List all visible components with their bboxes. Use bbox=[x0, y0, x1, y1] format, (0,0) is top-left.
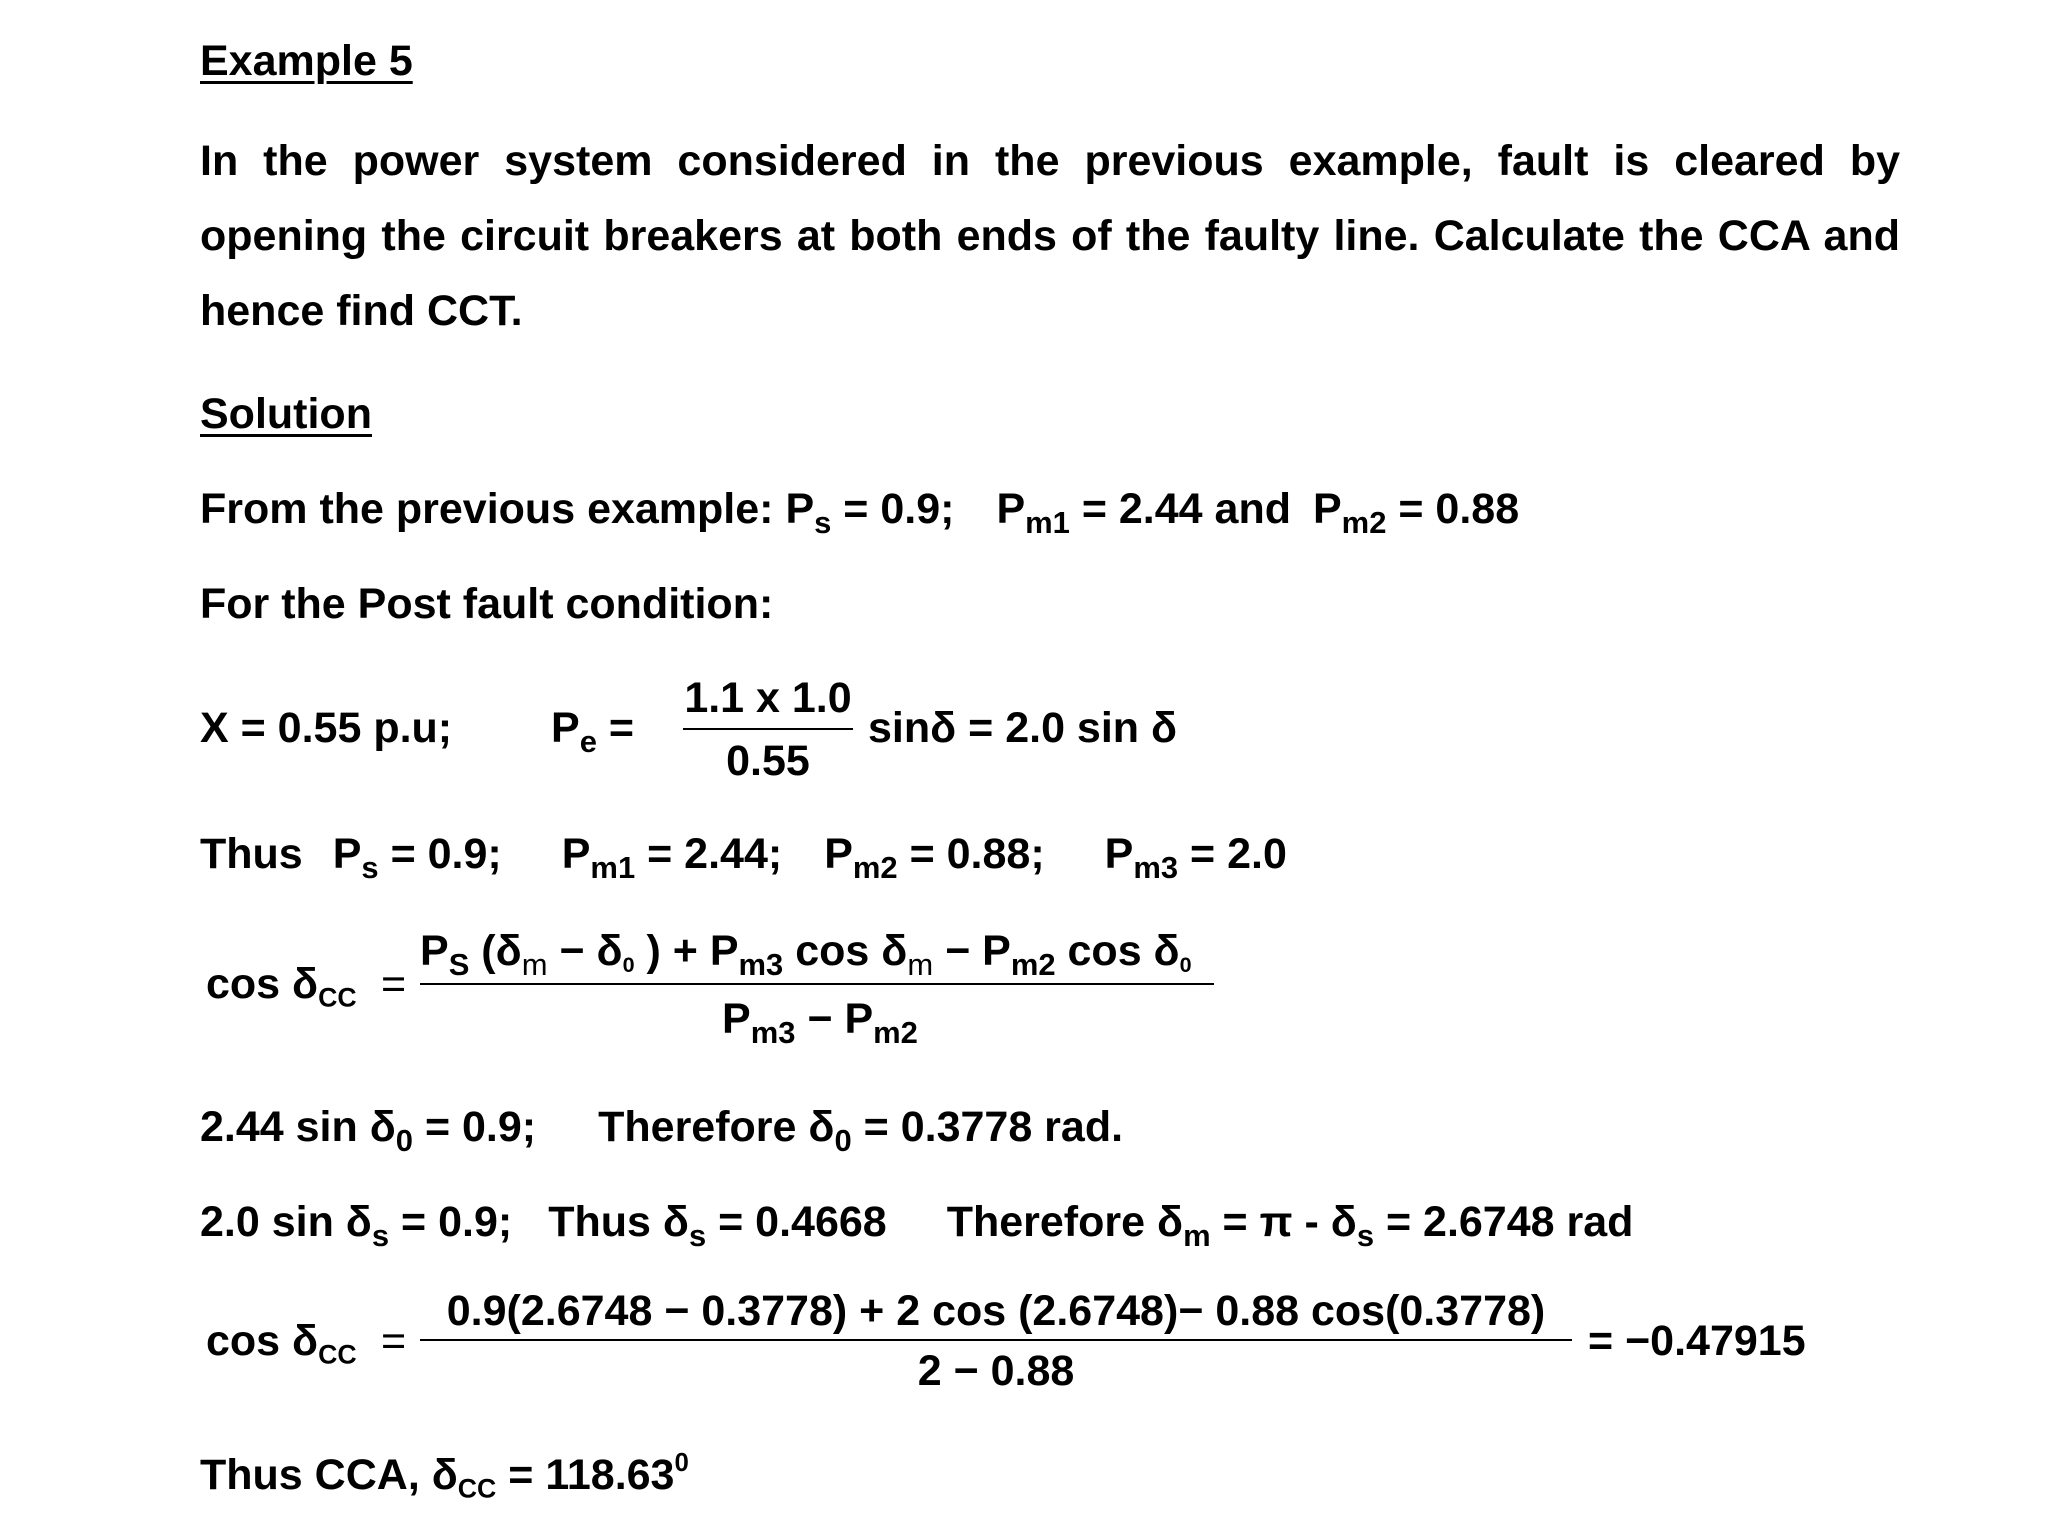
num-minus2: − P bbox=[933, 927, 1011, 975]
formula-denominator bbox=[722, 995, 918, 1050]
deltam-value: = 2.6748 rad bbox=[1374, 1198, 1634, 1246]
den-p1-sub: m3 bbox=[750, 1014, 796, 1050]
pe-numerator: 1.1 x 1.0 bbox=[684, 674, 852, 722]
delta0-therefore-sub: 0 bbox=[834, 1122, 852, 1158]
thus-pm2-value: = 0.88; bbox=[897, 830, 1045, 878]
num-cos2-sub: 0 bbox=[1179, 952, 1192, 977]
formula2-lhs-cos: cos δ bbox=[206, 1317, 319, 1365]
deltas-thus: Thus δ bbox=[548, 1198, 689, 1246]
formula2-denominator: 2 − 0.88 bbox=[917, 1347, 1075, 1395]
num-ps: P bbox=[420, 927, 449, 975]
num-cos2: cos δ bbox=[1055, 927, 1180, 975]
cca-result-subscript: CC bbox=[457, 1473, 497, 1504]
delta0-eq-right: = 0.9; bbox=[413, 1103, 537, 1151]
thus-ps-symbol: P bbox=[332, 830, 362, 878]
ps-subscript: s bbox=[814, 504, 832, 540]
pm1-subscript: m1 bbox=[1025, 504, 1070, 540]
cca-result-line bbox=[200, 1448, 689, 1504]
thus-pm3-subscript: m3 bbox=[1133, 849, 1179, 885]
pm2-symbol: P bbox=[1312, 485, 1342, 533]
formula2-lhs-subscript: CC bbox=[318, 1339, 357, 1370]
formula2-numerator: 0.9(2.6748 − 0.3778) + 2 cos (2.6748)− 0.88 cos(0.3778) bbox=[446, 1287, 1546, 1335]
pe-equals: = bbox=[596, 704, 634, 752]
formula2-result: = −0.47915 bbox=[1588, 1317, 1806, 1365]
formula2-equals: = bbox=[381, 1317, 407, 1365]
formula-lhs-cos: cos δ bbox=[206, 960, 319, 1008]
thus-word: Thus bbox=[200, 830, 303, 878]
thus-pm1-value: = 2.44; bbox=[635, 830, 783, 878]
thus-ps-subscript: s bbox=[361, 849, 379, 885]
deltas-eq-sub: s bbox=[371, 1217, 390, 1253]
cca-result-value: = 118.63 bbox=[496, 1451, 675, 1499]
deltas-eq-right: = 0.9; bbox=[389, 1198, 513, 1246]
formula-lhs bbox=[206, 960, 357, 1013]
num-cos-sub: m bbox=[907, 946, 934, 982]
deltam-therefore-sub: m bbox=[1183, 1217, 1211, 1253]
thus-pm3-symbol: P bbox=[1104, 830, 1134, 878]
previous-values-line bbox=[200, 485, 1520, 540]
num-d0-sub: 0 bbox=[622, 952, 635, 977]
deltam-expression: = π - δ bbox=[1210, 1198, 1357, 1246]
formula-fraction-bar bbox=[420, 983, 1214, 985]
ps-symbol: P bbox=[785, 485, 815, 533]
pm2-subscript: m2 bbox=[1341, 504, 1387, 540]
delta0-value: = 0.3778 rad. bbox=[851, 1103, 1124, 1151]
formula-lhs-subscript: CC bbox=[318, 982, 357, 1013]
num-dm-sub: m bbox=[521, 946, 548, 982]
formula2-lhs bbox=[206, 1317, 357, 1370]
deltas-eq-left: 2.0 sin δ bbox=[200, 1198, 372, 1246]
deltam-therefore: Therefore δ bbox=[946, 1198, 1184, 1246]
deltas-thus-sub: s bbox=[688, 1217, 707, 1253]
problem-statement: In the power system considered in the previous example, fault is cleared by opening the circuit breakers at both ends of the faulty line. Calculate the CCA and hence find CCT. bbox=[200, 137, 1900, 335]
deltas-value: = 0.4668 bbox=[706, 1198, 887, 1246]
pe-fraction-bar bbox=[683, 728, 853, 730]
num-ps-sub: S bbox=[448, 946, 470, 982]
example-heading: Example 5 bbox=[200, 37, 413, 85]
delta0-therefore: Therefore δ bbox=[598, 1103, 835, 1151]
cca-result-label: Thus CCA, δ bbox=[200, 1451, 458, 1499]
delta0-eq-sub: 0 bbox=[395, 1122, 414, 1158]
den-p2-sub: m2 bbox=[873, 1014, 918, 1050]
num-minus: − δ bbox=[547, 927, 623, 975]
formula-equals: = bbox=[381, 960, 407, 1008]
thus-ps-value: = 0.9; bbox=[378, 830, 502, 878]
previous-prefix: From the previous example: bbox=[200, 485, 786, 533]
num-pm2-sub: m2 bbox=[1010, 946, 1056, 982]
cca-result-degree: 0 bbox=[674, 1448, 689, 1477]
num-cos: cos δ bbox=[783, 927, 908, 975]
pe-subscript: e bbox=[579, 723, 597, 759]
pe-denominator: 0.55 bbox=[726, 737, 810, 785]
pm1-value: = 2.44 and bbox=[1069, 485, 1291, 533]
num-open: (δ bbox=[469, 927, 522, 975]
den-minus: − P bbox=[795, 995, 874, 1043]
formula-numerator bbox=[420, 927, 1192, 982]
pe-tail: sinδ = 2.0 sin δ bbox=[868, 704, 1178, 752]
reactance-value: X = 0.55 p.u; bbox=[200, 704, 453, 752]
num-pm3-sub: m3 bbox=[738, 946, 784, 982]
den-p1: P bbox=[722, 995, 751, 1043]
pm1-symbol: P bbox=[996, 485, 1026, 533]
thus-pm3-value: = 2.0 bbox=[1178, 830, 1287, 878]
pm2-value: = 0.88 bbox=[1386, 485, 1520, 533]
ps-value: = 0.9; bbox=[831, 485, 955, 533]
thus-values-line bbox=[200, 830, 1287, 885]
thus-pm2-symbol: P bbox=[824, 830, 853, 878]
delta0-eq-left: 2.44 sin δ bbox=[200, 1103, 396, 1151]
deltam-expression-sub: s bbox=[1356, 1217, 1375, 1253]
thus-pm1-subscript: m1 bbox=[590, 849, 636, 885]
post-fault-label: For the Post fault condition: bbox=[200, 580, 774, 628]
pe-label bbox=[551, 704, 634, 759]
deltas-line bbox=[200, 1198, 1634, 1253]
delta0-line bbox=[200, 1103, 1124, 1158]
pe-symbol: P bbox=[551, 704, 580, 752]
thus-pm1-symbol: P bbox=[561, 830, 591, 878]
formula2-fraction-bar bbox=[420, 1339, 1572, 1341]
solution-heading: Solution bbox=[200, 390, 372, 438]
num-close: ) + P bbox=[634, 927, 739, 975]
thus-pm2-subscript: m2 bbox=[852, 849, 898, 885]
